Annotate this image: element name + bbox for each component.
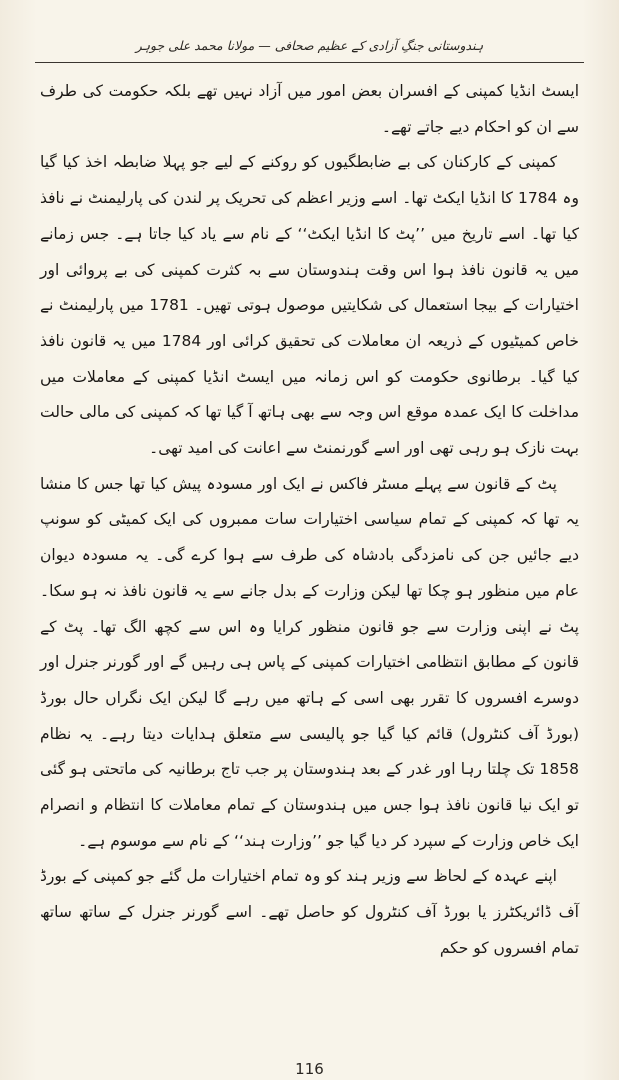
- body-text: [40, 74, 579, 967]
- paragraph-3: پٹ کے قانون سے پہلے مسٹر فاکس نے ایک اور مسودہ پیش کیا تھا جس کا منشا یہ تھا کہ کمپنی کے تمام سیاسی اختیارات سات ممبروں کی ایک کمیٹی کو سونپ دیے جائیں جن کی نامزدگی بادشاہ کی طرف سے ہوا کرے گی۔ یہ مسودہ دیوان عام میں منظور ہو چکا تھا لیکن وزارت کے بدل جانے سے یہ قانون نافذ نہ ہو سکا۔ پٹ نے اپنی وزارت سے جو قانون منظور کرایا وہ اس سے کچھ الگ تھا۔ پٹ کے قانون کے مطابق انتظامی اختیارات کمپنی کے پاس ہی رہیں گے اور گورنر جنرل اور دوسرے افسروں کا تقرر بھی اسی کے ہاتھ میں رہے گا لیکن ایک نگراں حال بورڈ (بورڈ آف کنٹرول) قائم کیا گیا جو پالیسی سے متعلق ہدایات دیتا رہے۔ یہ نظام 1858 تک چلتا رہا اور غدر کے بعد ہندوستان پر جب تاج برطانیہ کی ماتحتی ہو گئی تو ایک نیا قانون نافذ ہوا جس میں ہندوستان کے تمام معاملات کا انتظام و انصرام ایک خاص وزارت کے سپرد کر دیا گیا جو ’’وزارت ہند‘‘ کے نام سے موسوم ہے۔: [40, 474, 579, 850]
- paragraph-4: اپنے عہدہ کے لحاظ سے وزیر ہند کو وہ تمام اختیارات مل گئے جو کمپنی کے بورڈ آف ڈائریکٹرز یا بورڈ آف کنٹرول کو حاصل تھے۔ اسے گورنر جنرل کے ساتھ ساتھ تمام افسروں کو حکم: [40, 867, 579, 957]
- paragraph-2: کمپنی کے کارکنان کی بے ضابطگیوں کو روکنے کے لیے جو پہلا ضابطہ اخذ کیا گیا وہ 1784 کا انڈیا ایکٹ تھا۔ اسے وزیر اعظم کی تحریک پر لندن کی پارلیمنٹ نے نافذ کیا تھا۔ اسے تاریخ میں ’’پٹ کا انڈیا ایکٹ‘‘ کے نام سے یاد کیا جاتا ہے۔ جس زمانے میں یہ قانون نافذ ہوا اس وقت ہندوستان سے بہ کثرت کمپنی کی بے پروائی اور اختیارات کے بیجا استعمال کی شکایتیں موصول ہوتی تھیں۔ 1781 میں پارلیمنٹ نے خاص کمیٹیوں کے ذریعہ ان معاملات کی تحقیق کرائی اور 1784 میں یہ قانون نافذ کیا گیا۔ برطانوی حکومت کو اس زمانہ میں ایسٹ انڈیا کمپنی کے معاملات میں مداخلت کا ایک عمدہ موقع اس وجہ سے بھی ہاتھ آ گیا تھا کہ کمپنی کی مالی حالت بہت نازک ہو رہی تھی اور اسے گورنمنٹ سے اعانت کی امید تھی۔: [40, 153, 579, 458]
- running-header: ہندوستانی جنگِ آزادی کے عظیم صحافی — مولانا محمد علی جوہر: [135, 38, 484, 53]
- page-number: 116: [295, 1060, 324, 1078]
- header-rule: [35, 62, 584, 63]
- paragraph-1: ایسٹ انڈیا کمپنی کے افسران بعض امور میں آزاد نہیں تھے بلکہ حکومت کی طرف سے ان کو احکام دیے جاتے تھے۔: [40, 82, 579, 136]
